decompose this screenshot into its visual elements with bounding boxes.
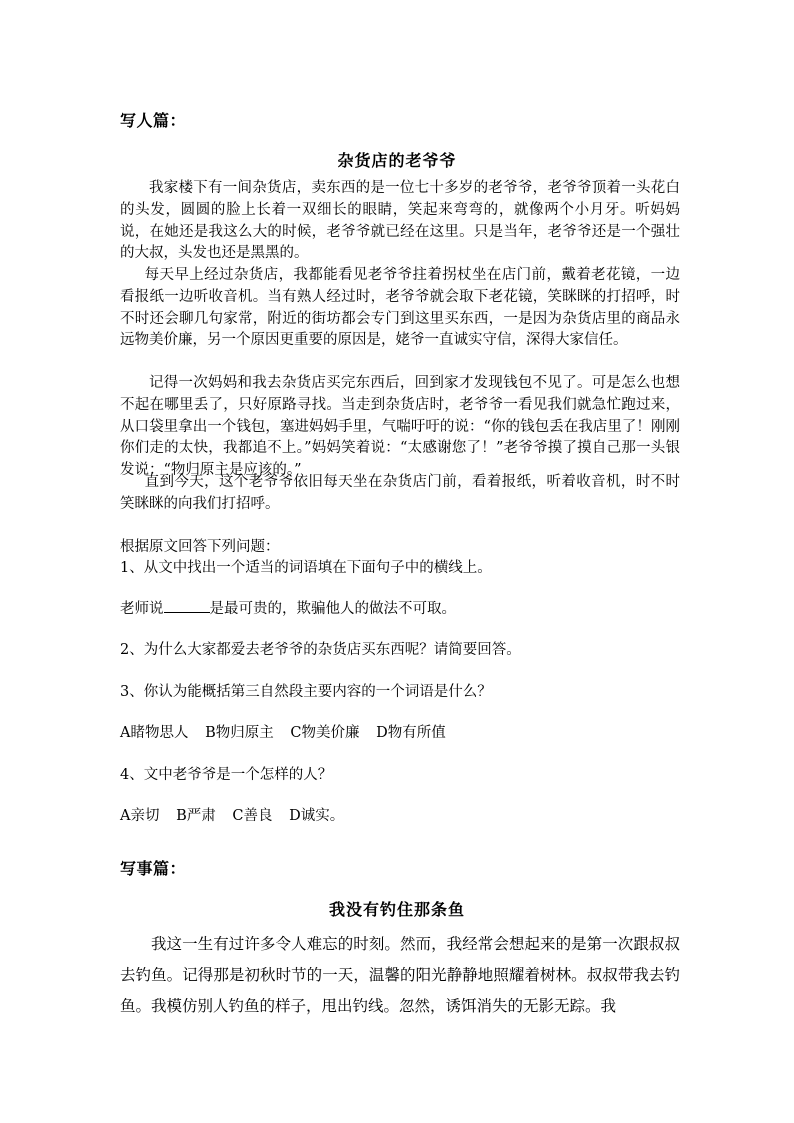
- option-b: B严肃: [176, 808, 216, 824]
- question-2: 2、为什么大家都爱去老爷爷的杂货店买东西呢？请简要回答。: [120, 642, 521, 658]
- story-title-grocery: 杂货店的老爷爷: [337, 151, 457, 170]
- section-heading-people: 写人篇：: [120, 111, 187, 130]
- story-paragraph-4: 直到今天，这个老爷爷依旧每天坐在杂货店门前，看着报纸，听着收音机，时不时笑眯眯的向我们打招呼。: [120, 474, 680, 512]
- option-a: A亲切: [120, 808, 160, 824]
- questions-intro: 根据原文回答下列问题：: [120, 539, 280, 555]
- fill-blank: [164, 598, 210, 613]
- question-3: 3、你认为能概括第三自然段主要内容的一个词语是什么？: [120, 684, 492, 700]
- question-1: 1、从文中找出一个适当的词语填在下面句子中的横线上。: [120, 560, 492, 576]
- question-4: 4、文中老爷爷是一个怎样的人？: [120, 767, 333, 783]
- option-d: D物有所值: [376, 725, 446, 741]
- option-a: A睹物思人: [120, 725, 189, 741]
- section-heading-events: 写事篇：: [120, 859, 187, 878]
- option-d: D诚实。: [289, 808, 345, 824]
- story-paragraph-fishing: 我这一生有过许多令人难忘的时刻。然而，我经常会想起来的是第一次跟叔叔去钓鱼。记得那是初秋时节的一天，温馨的阳光静静地照耀着树林。叔叔带我去钓鱼。我模仿别人钓鱼的样子，甩出钓线。忽然，诱饵消失的无影无踪。我: [120, 935, 680, 1015]
- question-1-fill-sentence: [120, 597, 456, 618]
- question-4-options: [120, 804, 356, 825]
- story-paragraph-1: 我家楼下有一间杂货店，卖东西的是一位七十多岁的老爷爷，老爷爷顶着一头花白的头发，圆圆的脸上长着一双细长的眼睛，笑起来弯弯的，就像两个小月牙。听妈妈说，在她还是我这么大的时候，老爷爷就已经在这里。只是当年，老爷爷还是一个强壮的大叔，头发也还是黑黑的。: [120, 180, 680, 262]
- option-c: C善良: [232, 808, 273, 824]
- fill-text-after: 是最可贵的，欺骗他人的做法不可取。: [209, 601, 456, 617]
- option-c: C物美价廉: [290, 725, 360, 741]
- story-paragraph-3: 记得一次妈妈和我去杂货店买完东西后，回到家才发现钱包不见了。可是怎么也想不起在哪里丢了，只好原路寻找。当走到杂货店时，老爷爷一看见我们就急忙跑过来，从口袋里拿出一个钱包，塞进妈妈手里，气喘吁吁的说：“你的钱包丢在我店里了！刚刚你们走的太快，我都追不上。”妈妈笑着说：“太感谢您了！”老爷爷摸了摸自己那一头银发说：“物归原主是应该的。”: [120, 375, 680, 479]
- story-title-fishing: 我没有钓住那条鱼: [328, 900, 465, 919]
- option-b: B物归原主: [205, 725, 274, 741]
- story-paragraph-2: 每天早上经过杂货店，我都能看见老爷爷拄着拐杖坐在店门前，戴着老花镜，一边看报纸一边听收音机。当有熟人经过时，老爷爷就会取下老花镜，笑眯眯的打招呼，时不时还会聊几句家常，附近的街坊都会专门到这里买东西，一是因为杂货店里的商品永远物美价廉，另一个原因更重要的原因是，姥爷一直诚实守信，深得大家信任。: [120, 267, 680, 349]
- question-3-options: [120, 721, 458, 742]
- fill-text-before: 老师说: [120, 601, 164, 617]
